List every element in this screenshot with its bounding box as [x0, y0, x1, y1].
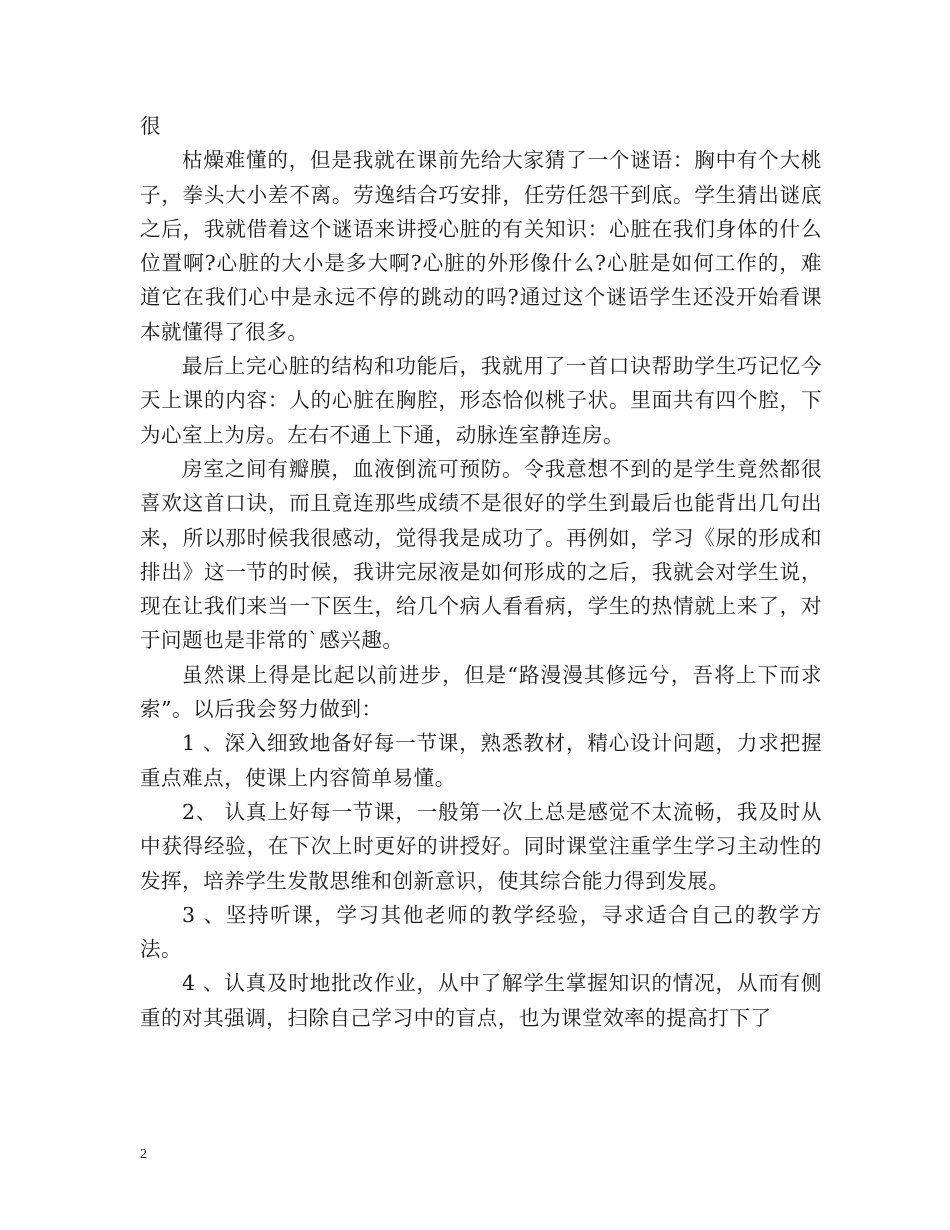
list-item-4: 4 、认真及时地批改作业，从中了解学生掌握知识的情况，从而有侧重的对其强调，扫除自己学习中的盲点，也为课堂效率的提高打下了	[140, 971, 822, 1030]
paragraph-5: 虽然课上得是比起以前进步，但是“路漫漫其修远兮，吾将上下而求索”。以后我会努力做到：	[140, 662, 822, 722]
list-item-1: 1 、深入细致地备好每一节课，熟悉教材，精心设计问题，力求把握重点难点，使课上内容简单易懂。	[140, 731, 822, 790]
list-item-2: 2、 认真上好每一节课，一般第一次上总是感觉不太流畅，我及时从中获得经验，在下次上时更好的讲授好。同时课堂注重学生学习主动性的发挥，培养学生发散思维和创新意识，使其综合能力得到发展。	[140, 799, 822, 893]
page-content	[140, 109, 822, 1035]
paragraph-3: 最后上完心脏的结构和功能后，我就用了一首口诀帮助学生巧记忆今天上课的内容：人的心脏在胸腔，形态恰似桃子状。里面共有四个腔，下为心室上为房。左右不通上下通，动脉连室静连房。	[140, 354, 822, 447]
list-item-3: 3 、坚持听课，学习其他老师的教学经验，寻求适合自己的教学方法。	[140, 902, 822, 962]
page-number: 2	[140, 1147, 147, 1162]
paragraph-1: 很	[140, 114, 162, 138]
paragraph-4: 房室之间有瓣膜，血液倒流可预防。令我意想不到的是学生竟然都很喜欢这首口诀，而且竟连那些成绩不是很好的学生到最后也能背出几句出来，所以那时候我很感动，觉得我是成功了。再例如，学习《尿的形成和排出》这一节的时候，我讲完尿液是如何形成的之后，我就会对学生说，现在让我们来当一下医生，给几个病人看看病，学生的热情就上来了，对于问题也是非常的`感兴趣。	[140, 456, 822, 653]
paragraph-2: 枯燥难懂的，但是我就在课前先给大家猜了一个谜语：胸中有个大桃子，拳头大小差不离。劳逸结合巧安排，任劳任怨干到底。学生猜出谜底之后，我就借着这个谜语来讲授心脏的有关知识：心脏在我们身体的什么位置啊?心脏的大小是多大啊?心脏的外形像什么?心脏是如何工作的，难道它在我们心中是永远不停的跳动的吗?通过这个谜语学生还没开始看课本就懂得了很多。	[140, 148, 822, 344]
